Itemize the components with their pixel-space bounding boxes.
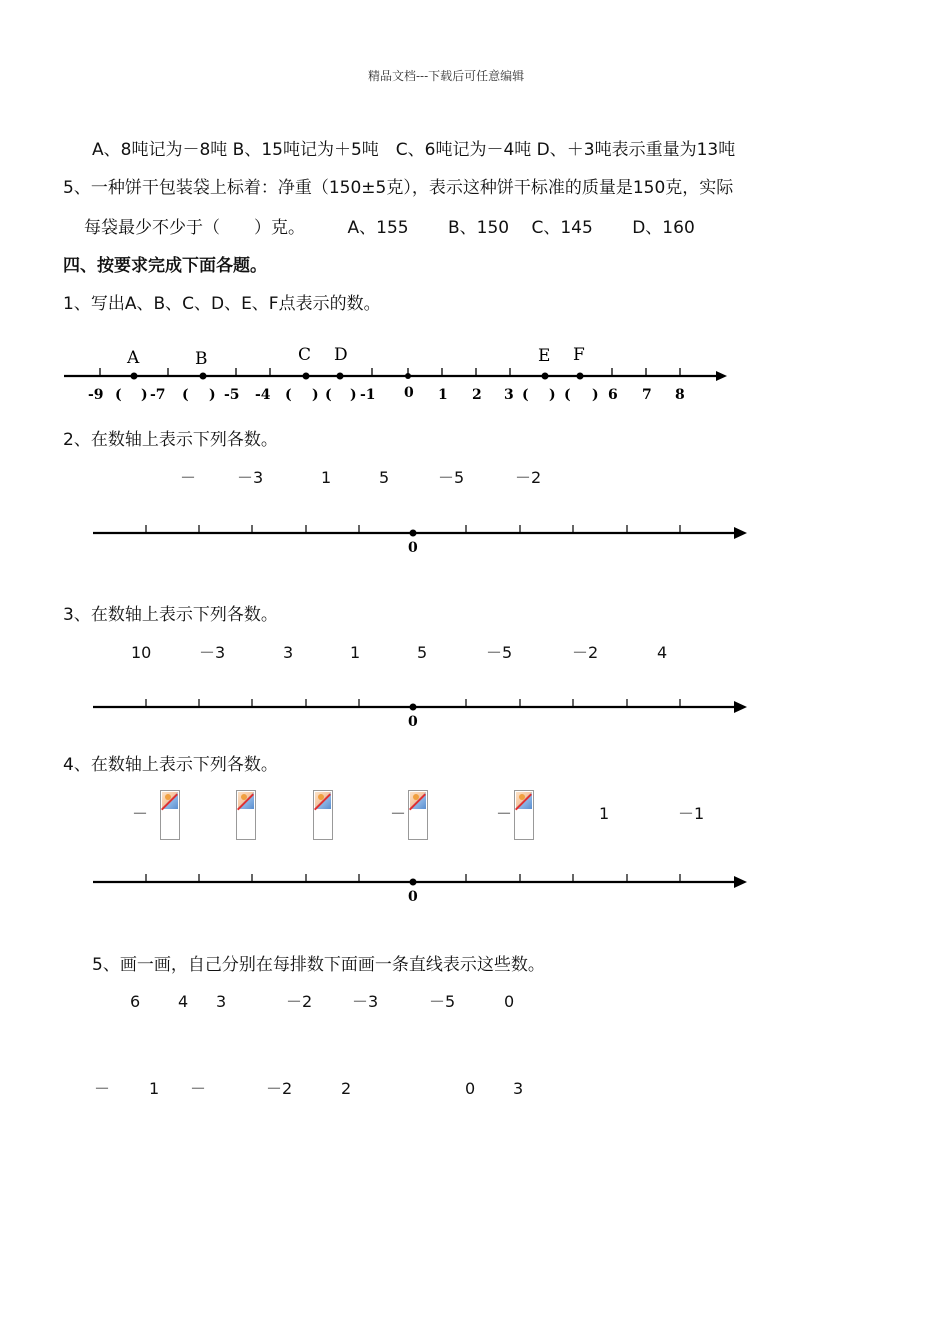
number-item: － (390, 804, 407, 823)
number-item: 1 (321, 468, 332, 487)
number-item: 10 (131, 643, 152, 662)
number-item: 6 (130, 992, 141, 1011)
q5-line2: 每袋最少不少于（ ）克。 A、155 B、150 C、145 D、160 (84, 218, 695, 238)
page-header: 精品文档---下载后可任意编辑 (368, 69, 525, 83)
number-item: 1 (350, 643, 361, 662)
number-item: －3 (352, 992, 379, 1011)
point-label-e: E (538, 346, 551, 366)
number-item: 1 (149, 1079, 160, 1098)
tick-label: 6 (608, 387, 618, 403)
tick-label: ( (182, 387, 189, 403)
number-item: －3 (199, 643, 226, 662)
number-item: － (132, 804, 149, 823)
number-item: 0 (465, 1079, 476, 1098)
tick-label: -7 (150, 387, 166, 403)
point-label-f: F (573, 345, 585, 365)
tick-label: 2 (472, 387, 482, 403)
number-item: －5 (438, 468, 465, 487)
tick-label: ) (141, 387, 148, 403)
number-item: － (190, 1079, 207, 1098)
tick-label: 1 (438, 387, 448, 403)
point-label-a: A (127, 348, 140, 368)
number-item: 5 (379, 468, 390, 487)
point-label-d: D (334, 345, 348, 365)
number-item: －1 (678, 804, 705, 823)
number-item: 3 (216, 992, 227, 1011)
tick-label: ( (564, 387, 571, 403)
number-item: －2 (266, 1079, 293, 1098)
section-title: 四、按要求完成下面各题。 (63, 256, 267, 276)
number-item: － (180, 468, 197, 487)
zero-label: 0 (408, 889, 418, 905)
number-item: －2 (572, 643, 599, 662)
number-item: 1 (599, 804, 610, 823)
tick-label: ( (285, 387, 292, 403)
number-item: － (94, 1079, 111, 1098)
tick-label: -9 (88, 387, 104, 403)
tick-label: ( (522, 387, 529, 403)
problem-5-title: 5、画一画，自己分别在每排数下面画一条直线表示这些数。 (92, 955, 545, 975)
problem-3-title: 3、在数轴上表示下列各数。 (63, 605, 278, 625)
tick-label: 7 (642, 387, 652, 403)
tick-label: -1 (360, 387, 376, 403)
number-item: － (496, 804, 513, 823)
tick-label: ) (350, 387, 357, 403)
tick-label: ) (209, 387, 216, 403)
tick-label: ( (325, 387, 332, 403)
number-item: 4 (657, 643, 668, 662)
number-item: 3 (283, 643, 294, 662)
problem-4-title: 4、在数轴上表示下列各数。 (63, 755, 278, 775)
number-item: 5 (417, 643, 428, 662)
tick-label: 0 (404, 385, 414, 401)
tick-label: ) (592, 387, 599, 403)
number-item: 0 (504, 992, 515, 1011)
tick-label: 3 (504, 387, 514, 403)
number-item: 2 (341, 1079, 352, 1098)
tick-label: ) (549, 387, 556, 403)
tick-label: 8 (675, 387, 685, 403)
zero-label: 0 (408, 540, 418, 556)
tick-label: -4 (255, 387, 271, 403)
number-item: －5 (486, 643, 513, 662)
q5-line1: 5、一种饼干包装袋上标着：净重（150±5克），表示这种饼干标准的质量是150克，实际 (63, 178, 734, 198)
problem-1-title: 1、写出A、B、C、D、E、F点表示的数。 (63, 294, 381, 314)
problem-2-title: 2、在数轴上表示下列各数。 (63, 430, 278, 450)
number-item: －3 (237, 468, 264, 487)
number-item: －2 (515, 468, 542, 487)
number-item: －2 (286, 992, 313, 1011)
zero-label: 0 (408, 714, 418, 730)
point-label-c: C (298, 345, 312, 365)
number-item: 4 (178, 992, 189, 1011)
number-item: 3 (513, 1079, 524, 1098)
tick-label: ) (312, 387, 319, 403)
tick-label: ( (115, 387, 122, 403)
number-item: －5 (429, 992, 456, 1011)
point-label-b: B (195, 349, 208, 369)
tick-label: -5 (224, 387, 240, 403)
q4-options: A、8吨记为－8吨 B、15吨记为＋5吨 C、6吨记为－4吨 D、＋3吨表示重量为13吨 (92, 140, 736, 160)
